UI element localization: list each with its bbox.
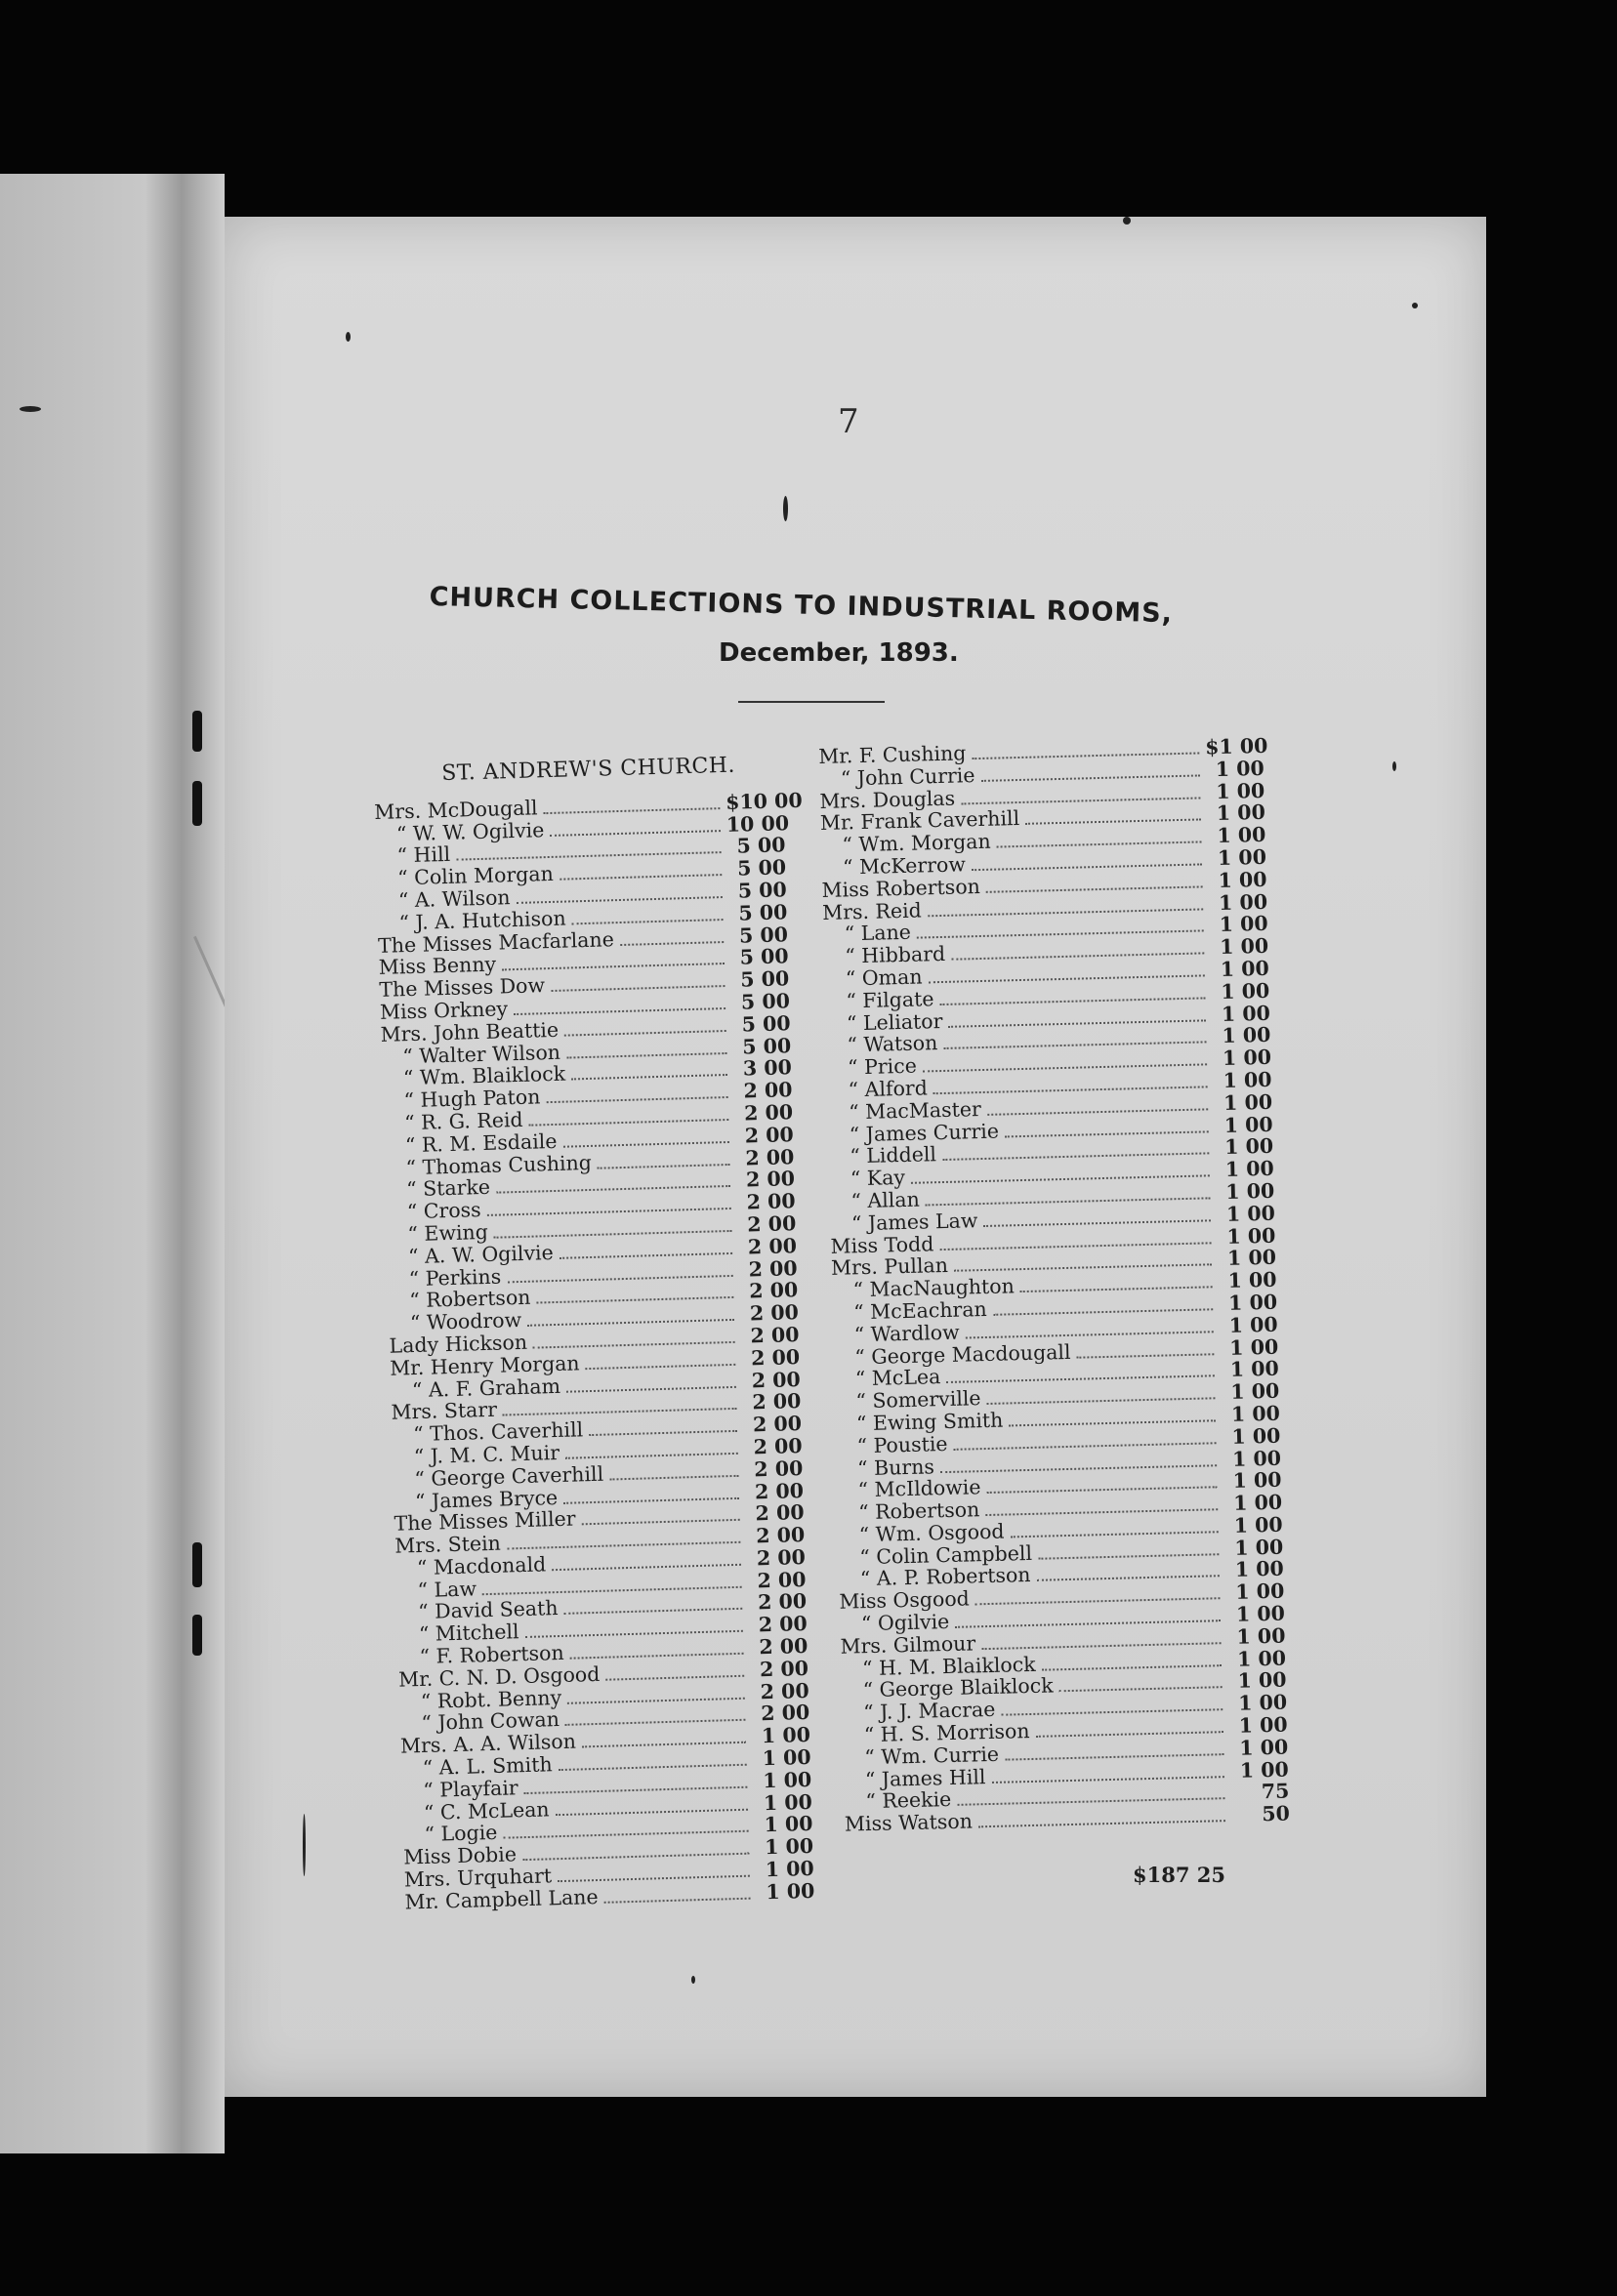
donor-name: “ Allan — [850, 1187, 921, 1213]
donor-name: “ Burns — [856, 1454, 935, 1480]
dot-leader — [1038, 1553, 1219, 1560]
page-gutter — [146, 174, 225, 2153]
donation-amount: 1 00 — [765, 1856, 815, 1882]
donation-amount: 5 00 — [738, 899, 788, 925]
dot-leader — [609, 1475, 738, 1481]
donation-amount: 1 00 — [1229, 1356, 1280, 1382]
donation-amount: 2 00 — [761, 1701, 810, 1726]
donation-amount: 2 00 — [755, 1523, 806, 1548]
donor-name: Mrs. Reid — [821, 898, 923, 924]
dot-leader — [986, 885, 1203, 892]
donation-amount: 1 00 — [763, 1789, 813, 1815]
donor-name: The Misses Macfarlane — [377, 926, 615, 958]
donation-amount: 1 00 — [764, 1812, 813, 1837]
dot-leader — [544, 807, 721, 814]
donor-name: “ Walter Wilson — [401, 1040, 561, 1068]
donation-amount: 1 00 — [1223, 1089, 1273, 1115]
donation-amount: 2 00 — [757, 1589, 808, 1615]
left-donation-list — [374, 790, 815, 1913]
donation-amount: 10 00 — [726, 810, 790, 837]
dot-leader — [559, 1764, 747, 1771]
donor-name: The Misses Dow — [379, 973, 546, 1003]
donation-amount: 1 00 — [1220, 956, 1269, 981]
donor-name: “ Robt. Benny — [420, 1685, 562, 1713]
donor-name: Miss Osgood — [839, 1586, 971, 1615]
dot-leader — [972, 752, 1199, 759]
donor-name: Mrs. McDougall — [373, 796, 538, 824]
donor-name: “ R. G. Reid — [403, 1107, 523, 1135]
dot-leader — [563, 1496, 739, 1503]
donor-name: “ W. W. Ogilvie — [395, 817, 545, 845]
donation-amount: 1 00 — [1228, 1312, 1278, 1337]
dot-leader — [564, 1030, 726, 1037]
donor-name: “ Wm. Blaiklock — [402, 1061, 566, 1090]
donor-name: “ Logie — [424, 1821, 498, 1847]
donation-amount: 1 00 — [1223, 1112, 1273, 1137]
dot-leader — [1009, 1419, 1216, 1426]
donor-name: “ Starke — [405, 1175, 491, 1202]
right-donation-column — [818, 735, 1290, 1836]
dot-leader — [997, 841, 1202, 848]
donation-amount: 1 00 — [1219, 933, 1269, 960]
donation-amount: 2 00 — [747, 1211, 797, 1237]
donation-amount: 1 00 — [1218, 889, 1268, 915]
donation-amount: 1 00 — [1238, 1735, 1289, 1760]
binding-stitch — [192, 1615, 202, 1656]
donor-name: “ F. Robertson — [419, 1640, 564, 1669]
donor-name: Mrs. Starr — [391, 1398, 498, 1425]
donor-name: “ Poustie — [856, 1431, 948, 1457]
donation-amount: 2 00 — [748, 1255, 798, 1281]
donation-amount: 1 00 — [1236, 1623, 1286, 1649]
dot-leader — [551, 985, 725, 992]
dust-speck — [1123, 217, 1131, 225]
donor-name: “ Lane — [844, 921, 912, 946]
donation-amount: 1 00 — [1231, 1423, 1281, 1449]
donor-name: “ Woodrow — [409, 1308, 522, 1335]
binding-stitch — [192, 711, 202, 752]
donation-amount: 50 — [1262, 1801, 1291, 1826]
donation-amount: 1 00 — [762, 1744, 811, 1771]
donor-name: “ Perkins — [408, 1264, 502, 1291]
donation-amount: 1 00 — [1215, 756, 1265, 781]
page-number: 7 — [838, 402, 859, 441]
donation-amount: 1 00 — [1233, 1512, 1283, 1538]
heading-rule — [738, 701, 885, 703]
dot-leader — [560, 874, 722, 881]
donor-name: “ A. P. Robertson — [859, 1563, 1031, 1591]
donor-name: “ Wm. Morgan — [842, 829, 991, 857]
dot-leader — [565, 1719, 745, 1726]
dot-leader — [567, 1697, 745, 1703]
donation-amount: 1 00 — [1237, 1668, 1287, 1694]
dot-leader — [1025, 819, 1201, 825]
donor-name: “ Colin Campbell — [859, 1540, 1033, 1569]
donation-amount: 1 00 — [762, 1767, 812, 1793]
dot-leader — [993, 1308, 1213, 1316]
donor-name: “ James Law — [850, 1208, 978, 1236]
donor-name: “ Liddell — [849, 1142, 937, 1168]
donor-name: “ Law — [417, 1577, 477, 1602]
donor-name: “ H. S. Morrison — [863, 1719, 1030, 1747]
donor-name: “ Alford — [848, 1076, 929, 1102]
donor-name: “ Thos. Caverhill — [412, 1417, 584, 1447]
dot-leader — [570, 1653, 744, 1660]
donor-name: “ Oman — [845, 964, 923, 991]
donor-name: Mrs. Stein — [394, 1531, 502, 1558]
dot-leader — [978, 1820, 1225, 1827]
dot-leader — [566, 1385, 736, 1392]
collection-total: $187 25 — [1133, 1863, 1225, 1887]
donor-name: The Misses Miller — [394, 1506, 576, 1536]
donor-name: “ John Currie — [840, 762, 975, 791]
donor-name: Mrs. Pullan — [830, 1253, 949, 1281]
dot-leader — [987, 1487, 1218, 1495]
dot-leader — [1042, 1664, 1222, 1671]
donation-amount: 3 00 — [742, 1055, 793, 1081]
donation-amount: 2 00 — [753, 1433, 803, 1459]
donation-amount: 2 00 — [757, 1567, 807, 1593]
donation-amount: 1 00 — [1232, 1490, 1283, 1515]
dot-leader — [620, 941, 724, 946]
donation-amount: 1 00 — [1231, 1446, 1282, 1471]
donor-name: “ H. M. Blaiklock — [861, 1652, 1036, 1680]
donation-amount: 2 00 — [748, 1278, 799, 1303]
donor-name: “ Wm. Osgood — [858, 1519, 1005, 1547]
donation-amount: 1 00 — [1233, 1535, 1284, 1560]
dust-speck — [1412, 303, 1418, 308]
dust-speck — [1392, 761, 1396, 771]
donation-amount: 2 00 — [745, 1167, 796, 1192]
donor-name: “ Ewing — [407, 1219, 489, 1247]
dust-speck — [303, 1814, 306, 1876]
donor-name: “ Wardlow — [853, 1320, 960, 1346]
dot-leader — [560, 1252, 732, 1259]
donation-amount: 2 00 — [744, 1122, 795, 1148]
dot-leader — [589, 1430, 737, 1436]
donor-name: “ George Macdougall — [854, 1339, 1071, 1369]
donation-amount: 5 00 — [739, 944, 789, 969]
donation-amount: 1 00 — [1217, 844, 1267, 871]
donor-name: Miss Watson — [844, 1809, 974, 1836]
donation-amount: 2 00 — [752, 1412, 803, 1437]
dust-speck — [346, 332, 351, 342]
donor-name: Miss Dobie — [402, 1842, 518, 1869]
donation-amount: 1 00 — [1227, 1290, 1278, 1315]
dot-leader — [992, 1776, 1224, 1784]
dot-leader — [586, 1364, 736, 1370]
donation-amount: 1 00 — [1235, 1578, 1285, 1605]
dot-leader — [582, 1519, 740, 1526]
donation-amount: 1 00 — [1235, 1601, 1286, 1626]
donation-amount: 2 00 — [749, 1300, 800, 1326]
donor-name: “ Filgate — [846, 986, 934, 1013]
donation-amount: 2 00 — [743, 1078, 793, 1103]
dot-leader — [533, 1341, 735, 1349]
donor-name: “ Robertson — [857, 1497, 980, 1525]
donor-name: “ Colin Morgan — [396, 862, 555, 890]
donor-name: “ McEachran — [852, 1296, 988, 1325]
donor-name: “ A. F. Graham — [411, 1374, 561, 1402]
dot-leader — [1001, 1708, 1223, 1716]
donation-amount: 1 00 — [1221, 978, 1270, 1004]
donation-amount: 1 00 — [1225, 1178, 1275, 1204]
donation-amount: 1 00 — [1219, 912, 1268, 937]
donor-name: “ David Seath — [417, 1596, 559, 1624]
dot-leader — [563, 1141, 729, 1148]
donor-name: “ A. Wilson — [397, 885, 511, 913]
dot-leader — [566, 1052, 726, 1059]
donor-name: “ A. W. Ogilvie — [407, 1240, 555, 1268]
dust-speck — [691, 1976, 695, 1984]
donation-amount: 2 00 — [747, 1233, 798, 1259]
dot-leader — [598, 1163, 730, 1168]
donor-name: Mr. Henry Morgan — [389, 1351, 580, 1380]
donor-name: Mrs. Douglas — [819, 786, 956, 813]
donation-amount: 2 00 — [745, 1144, 795, 1170]
donation-amount: 2 00 — [758, 1612, 808, 1637]
donor-name: “ J. M. C. Muir — [413, 1440, 560, 1469]
dot-leader — [582, 1742, 746, 1748]
donor-name: “ James Currie — [849, 1119, 1000, 1146]
dot-leader — [572, 919, 724, 924]
dust-speck — [783, 496, 788, 521]
donation-amount: 1 00 — [1226, 1246, 1277, 1271]
donor-name: Lady Hickson — [389, 1330, 528, 1358]
dot-leader — [985, 1508, 1218, 1516]
donor-name: Mrs. John Beattie — [380, 1017, 560, 1046]
dot-leader — [987, 1397, 1216, 1405]
donation-amount: 5 00 — [736, 833, 786, 859]
donation-amount: 5 00 — [740, 989, 791, 1014]
donation-amount: 1 00 — [1216, 800, 1266, 826]
donation-amount: 5 00 — [736, 855, 787, 881]
donation-amount: 2 00 — [756, 1544, 807, 1571]
donor-name: Mrs. A. A. Wilson — [399, 1729, 577, 1758]
donation-amount: 1 00 — [764, 1834, 814, 1860]
donor-name: “ Hill — [396, 842, 451, 868]
donor-name: “ C. McLean — [423, 1797, 550, 1824]
donation-amount: 2 00 — [754, 1478, 805, 1503]
page-heading: CHURCH COLLECTIONS TO INDUSTRIAL ROOMS, — [429, 582, 1174, 630]
donor-name: “ George Caverhill — [414, 1461, 604, 1491]
donation-amount: 2 00 — [752, 1389, 802, 1414]
dot-leader — [529, 1119, 729, 1127]
left-donation-column — [373, 754, 815, 1913]
dot-leader — [983, 1219, 1211, 1227]
donor-name: “ McKerrow — [842, 852, 967, 880]
dot-leader — [564, 1608, 743, 1615]
dot-leader — [981, 774, 1200, 781]
donor-name: “ J. J. Macrae — [862, 1698, 996, 1725]
donor-name: Mrs. Urquhart — [403, 1864, 553, 1892]
donor-name: “ A. L. Smith — [422, 1752, 553, 1781]
donation-amount: 5 00 — [741, 1010, 791, 1037]
dot-leader — [546, 1096, 727, 1103]
donor-name: “ George Blaiklock — [862, 1673, 1054, 1702]
dot-leader — [1005, 1753, 1223, 1760]
donation-amount: 1 00 — [1237, 1690, 1288, 1716]
binding-stitch — [192, 781, 202, 826]
donation-amount: 5 00 — [740, 966, 790, 992]
donation-amount: 1 00 — [1238, 1712, 1288, 1738]
donor-name: Miss Todd — [830, 1231, 934, 1258]
dot-leader — [571, 1074, 727, 1080]
donor-name: “ MacMaster — [848, 1096, 982, 1125]
donor-name: Mrs. Gilmour — [840, 1631, 976, 1659]
donation-amount: 5 00 — [737, 878, 788, 903]
donation-amount: 1 00 — [1227, 1267, 1277, 1293]
dot-leader — [552, 1564, 741, 1571]
dot-leader — [604, 1898, 751, 1904]
donor-name: Mr. C. N. D. Osgood — [397, 1661, 601, 1692]
donor-name: “ Hugh Paton — [403, 1085, 541, 1113]
donation-amount: 1 00 — [1230, 1378, 1280, 1404]
donation-amount: 2 00 — [746, 1189, 796, 1214]
donor-name: “ Macdonald — [416, 1552, 547, 1579]
donor-name: “ Kay — [850, 1166, 906, 1191]
donation-amount: 1 00 — [1216, 778, 1265, 803]
dot-leader — [556, 1808, 748, 1816]
dot-leader — [1005, 1130, 1209, 1137]
donation-amount: 1 00 — [1232, 1467, 1282, 1494]
donor-name: “ James Bryce — [414, 1485, 559, 1513]
donation-amount: 1 00 — [1226, 1223, 1276, 1249]
donor-name: “ Ewing Smith — [855, 1408, 1004, 1436]
donation-amount: 1 00 — [1239, 1757, 1290, 1783]
donor-name: “ Robertson — [408, 1286, 531, 1313]
donor-name: Mr. Campbell Lane — [404, 1884, 599, 1914]
donation-amount: 1 00 — [1222, 1023, 1271, 1048]
donor-name: “ Reekie — [865, 1787, 952, 1814]
donor-name: Miss Benny — [378, 952, 497, 980]
donor-name: “ Mitchell — [418, 1620, 519, 1647]
donation-amount: 2 00 — [755, 1500, 805, 1526]
donor-name: “ McIldowie — [857, 1475, 981, 1502]
donation-amount: 1 00 — [1224, 1156, 1275, 1182]
donation-amount: 1 00 — [1225, 1201, 1276, 1226]
donation-amount: 1 00 — [1222, 1045, 1272, 1071]
right-donation-list — [818, 735, 1290, 1836]
page-subheading: December, 1893. — [719, 638, 959, 668]
donation-amount: 2 00 — [754, 1456, 804, 1482]
donor-name: “ Hibbard — [844, 942, 946, 968]
donor-name: “ James Hill — [864, 1764, 986, 1791]
donation-amount: 2 00 — [759, 1633, 808, 1660]
dot-leader — [1037, 1576, 1220, 1582]
donation-amount: 2 00 — [750, 1344, 801, 1371]
donation-amount: $1 00 — [1204, 733, 1268, 759]
dot-leader — [1059, 1687, 1223, 1693]
donor-name: “ Thomas Cushing — [405, 1150, 593, 1179]
donor-name: “ McLea — [854, 1365, 941, 1391]
donor-name: Mr. Frank Caverhill — [819, 806, 1020, 836]
dot-leader — [1077, 1353, 1215, 1358]
donation-amount: 1 00 — [1230, 1401, 1281, 1426]
donation-amount: 2 00 — [760, 1678, 809, 1703]
dot-leader — [972, 863, 1202, 871]
church-name: ST. ANDREW'S CHURCH. — [440, 753, 736, 787]
dust-speck — [20, 406, 41, 412]
donation-amount: 2 00 — [743, 1100, 794, 1126]
donation-amount: $10 00 — [725, 788, 803, 814]
donation-amount: 1 00 — [1234, 1557, 1285, 1582]
donor-name: Miss Robertson — [821, 874, 981, 902]
dot-leader — [987, 1108, 1208, 1116]
donation-amount: 1 00 — [761, 1723, 811, 1748]
dot-leader — [537, 1296, 734, 1304]
donation-amount: 1 00 — [1221, 1001, 1271, 1026]
donation-amount: 1 00 — [1218, 867, 1267, 892]
donation-amount: 1 00 — [1228, 1334, 1279, 1360]
donation-amount: 1 00 — [1223, 1134, 1274, 1160]
donor-name: “ MacNaughton — [852, 1274, 1016, 1302]
donation-amount: 1 00 — [1236, 1646, 1287, 1671]
donor-name: “ Somerville — [855, 1386, 981, 1414]
donor-name: “ Playfair — [422, 1776, 518, 1802]
donation-amount: 1 00 — [766, 1878, 815, 1905]
donor-name: “ Ogilvie — [860, 1610, 950, 1636]
donor-name: “ Cross — [406, 1198, 481, 1224]
donation-amount: 2 00 — [751, 1367, 802, 1392]
donation-amount: 2 00 — [759, 1656, 809, 1682]
donor-name: “ John Cowan — [421, 1707, 560, 1736]
dot-leader — [558, 1875, 750, 1882]
donor-name: Miss Orkney — [379, 997, 509, 1024]
donation-amount: 2 00 — [750, 1322, 800, 1348]
donation-amount: 5 00 — [741, 1033, 792, 1059]
dot-leader — [605, 1675, 744, 1681]
binding-stitch — [192, 1542, 202, 1587]
donation-amount: 1 00 — [1217, 823, 1266, 848]
donor-name: “ Price — [847, 1053, 918, 1080]
dot-leader — [1036, 1731, 1223, 1738]
donor-name: “ Leliator — [846, 1008, 943, 1035]
donor-name: “ Watson — [847, 1031, 938, 1057]
donor-name: Mr. F. Cushing — [817, 741, 967, 768]
donation-amount: 1 00 — [1223, 1067, 1272, 1092]
donor-name: “ Wm. Currie — [864, 1742, 1000, 1770]
dot-leader — [565, 1453, 738, 1459]
dot-leader — [550, 830, 721, 837]
donation-amount: 5 00 — [738, 922, 789, 948]
dot-leader — [1020, 1286, 1213, 1292]
donor-name: “ R. M. Esdaile — [404, 1128, 558, 1157]
donation-amount: 75 — [1261, 1779, 1290, 1804]
donor-name: “ J. A. Hutchison — [398, 906, 566, 935]
dot-leader — [1011, 1531, 1219, 1538]
